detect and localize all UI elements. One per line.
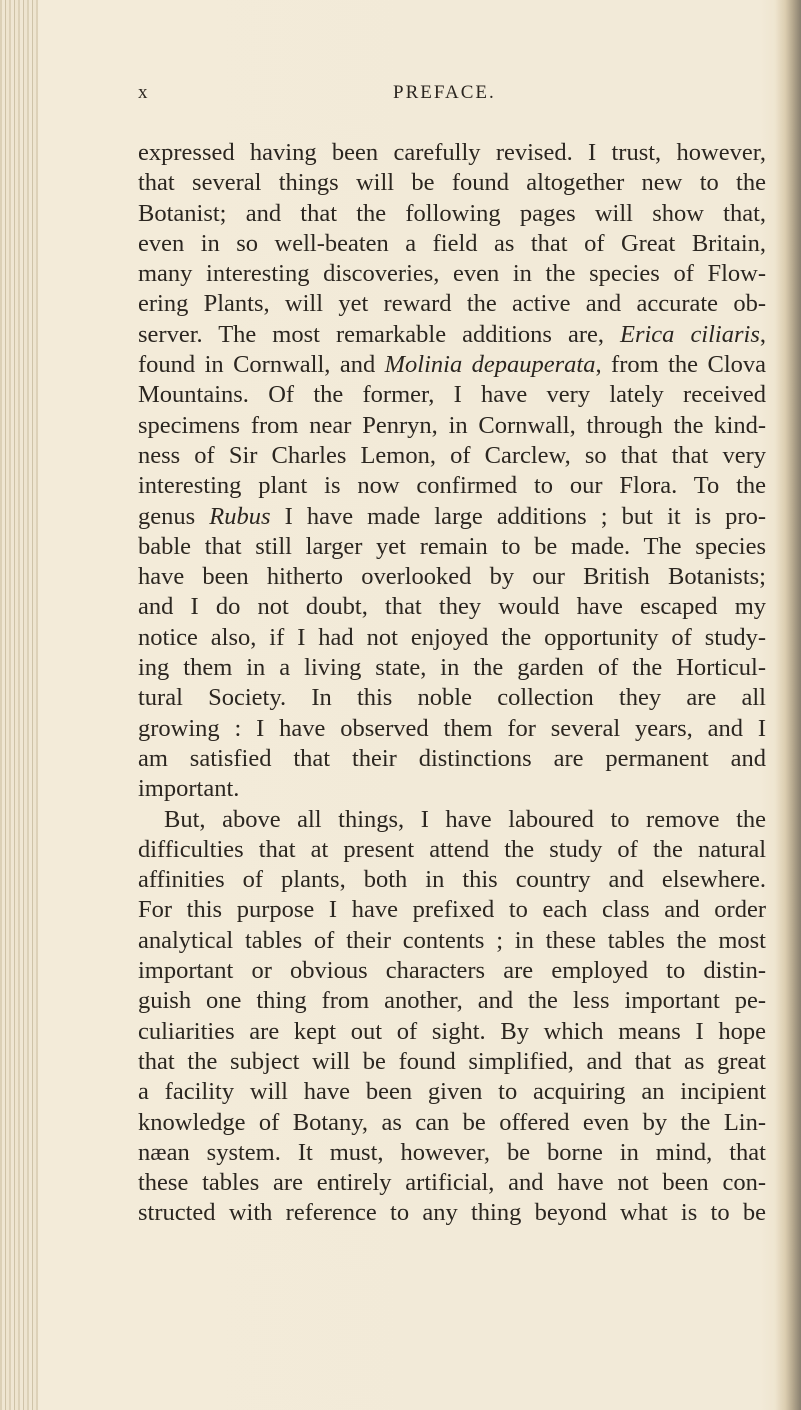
text-line: these tables are entirely artificial, and have not been con-: [138, 1169, 766, 1197]
text-line: growing : I have observed them for several years, and I: [138, 714, 766, 742]
page-header: [0, 82, 801, 112]
text-line: and I do not doubt, that they would have escaped my: [138, 593, 766, 621]
italic-species-name: Erica ciliaris: [620, 320, 760, 348]
text-line: that several things will be found altogether new to the: [138, 169, 766, 197]
text-line: ness of Sir Charles Lemon, of Carclew, so that that very: [138, 441, 766, 469]
page-number: x: [138, 82, 149, 103]
italic-species-name: Rubus: [209, 502, 271, 530]
text-line: Botanist; and that the following pages will show that,: [138, 199, 766, 227]
text-line: ing them in a living state, in the garden of the Horticul-: [138, 654, 766, 682]
text-segment: genus: [138, 502, 210, 530]
text-line: analytical tables of their contents ; in these tables the most: [138, 926, 766, 954]
text-line: specimens from near Penryn, in Cornwall, through the kind-: [138, 411, 766, 439]
text-line: difficulties that at present attend the study of the natural: [138, 835, 766, 863]
text-line: [138, 320, 766, 350]
text-line: important.: [138, 775, 240, 803]
text-segment: found in Cornwall, and: [138, 351, 385, 379]
text-line: even in so well-beaten a field as that of Great Britain,: [138, 229, 766, 257]
text-line: a facility will have been given to acquiring an incipient: [138, 1078, 766, 1106]
text-line: interesting plant is now confirmed to our Flora. To the: [138, 472, 766, 500]
text-line: ering Plants, will yet reward the active and accurate ob-: [138, 290, 766, 318]
text-line: am satisfied that their distinctions are permanent and: [138, 744, 766, 772]
text-line: expressed having been carefully revised. I trust, however,: [138, 139, 766, 166]
text-line: many interesting discoveries, even in the species of Flow-: [138, 260, 766, 288]
text-line: that the subject will be found simplified, and that as great: [138, 1047, 766, 1075]
text-line: guish one thing from another, and the less important pe-: [138, 987, 766, 1015]
binding-gutter: [0, 0, 38, 1410]
text-segment: , from the Clova: [595, 351, 767, 379]
text-line: bable that still larger yet remain to be made. The species: [138, 532, 766, 560]
italic-species-name: Molinia depauperata: [384, 351, 596, 379]
body-text: [138, 138, 766, 1229]
text-line: tural Society. In this noble collection they are all: [138, 684, 766, 712]
text-line: have been hitherto overlooked by our British Botanists;: [138, 563, 766, 591]
text-line: structed with reference to any thing beyond what is to be: [138, 1199, 766, 1227]
text-line: affinities of plants, both in this country and elsewhere.: [138, 866, 766, 894]
page-edge-shadow: [775, 0, 801, 1410]
text-segment: ,: [759, 320, 766, 348]
text-line: [138, 350, 766, 380]
text-segment: I have made large additions ; but it is pro-: [270, 502, 766, 530]
text-line: Mountains. Of the former, I have very lately received: [138, 381, 766, 409]
text-line: But, above all things, I have laboured to remove the: [164, 805, 766, 833]
text-line: næan system. It must, however, be borne in mind, that: [138, 1138, 766, 1166]
running-head: PREFACE.: [393, 82, 496, 103]
text-line: knowledge of Botany, as can be offered even by the Lin-: [138, 1108, 766, 1136]
text-line: important or obvious characters are employed to distin-: [138, 957, 766, 985]
text-segment: server. The most remarkable additions are,: [138, 320, 620, 348]
text-line: notice also, if I had not enjoyed the opportunity of study-: [138, 623, 766, 651]
text-line: [138, 502, 766, 532]
text-line: culiarities are kept out of sight. By which means I hope: [138, 1017, 766, 1045]
text-line: For this purpose I have prefixed to each class and order: [138, 896, 766, 924]
